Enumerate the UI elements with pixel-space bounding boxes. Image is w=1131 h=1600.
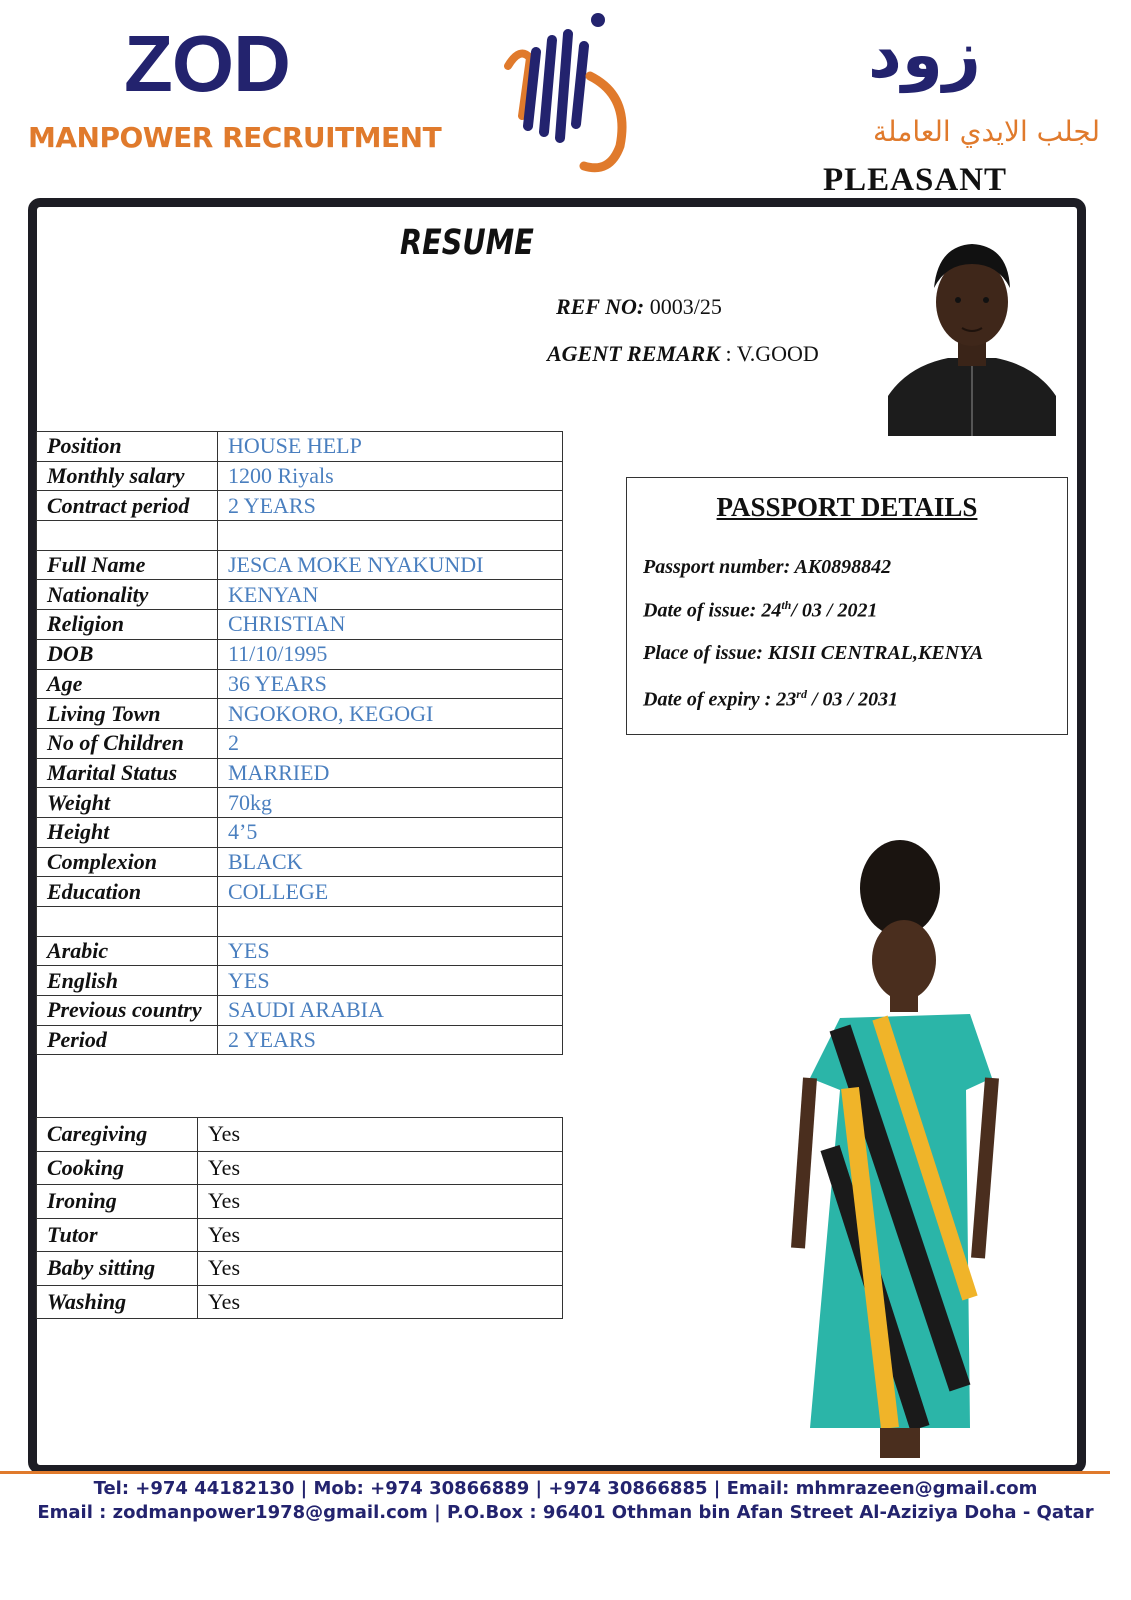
detail-row-label: Monthly salary bbox=[37, 461, 218, 491]
skill-row bbox=[37, 1285, 563, 1319]
detail-row bbox=[37, 817, 563, 847]
passport-number: Passport number: AK0898842 bbox=[643, 556, 892, 578]
agent-remark bbox=[547, 343, 819, 365]
issue-date-prefix: Date of issue: 24 bbox=[643, 599, 782, 622]
detail-row-value: KENYAN bbox=[218, 580, 563, 610]
detail-row-value: 2 bbox=[218, 728, 563, 758]
detail-row bbox=[37, 758, 563, 788]
detail-row-label: Complexion bbox=[37, 847, 218, 877]
passport-details-box bbox=[626, 477, 1068, 735]
detail-row-label: Previous country bbox=[37, 996, 218, 1026]
arabic-subtitle: لجلب الايدي العاملة bbox=[873, 115, 1100, 148]
detail-row bbox=[37, 936, 563, 966]
passport-issue-date bbox=[643, 598, 877, 623]
detail-row-value: HOUSE HELP bbox=[218, 432, 563, 462]
detail-row-value: JESCA MOKE NYAKUNDI bbox=[218, 550, 563, 580]
brand-subtitle: MANPOWER RECRUITMENT bbox=[28, 121, 442, 154]
detail-row-value: SAUDI ARABIA bbox=[218, 996, 563, 1026]
detail-row bbox=[37, 788, 563, 818]
skills-table bbox=[36, 1117, 563, 1319]
detail-row bbox=[37, 728, 563, 758]
detail-row-label: English bbox=[37, 966, 218, 996]
detail-row-value: 2 YEARS bbox=[218, 1025, 563, 1055]
detail-row-value: MARRIED bbox=[218, 758, 563, 788]
skill-row-label: Washing bbox=[37, 1285, 198, 1319]
detail-row-label: Position bbox=[37, 432, 218, 462]
detail-row bbox=[37, 610, 563, 640]
detail-row bbox=[37, 847, 563, 877]
skill-row-value: Yes bbox=[198, 1185, 563, 1219]
detail-row bbox=[37, 550, 563, 580]
skill-row-value: Yes bbox=[198, 1118, 563, 1152]
detail-row-label bbox=[37, 521, 218, 551]
passport-expiry-date bbox=[643, 687, 898, 712]
detail-row-value: 2 YEARS bbox=[218, 491, 563, 521]
detail-row bbox=[37, 461, 563, 491]
skill-row-label: Tutor bbox=[37, 1218, 198, 1252]
skill-row-label: Ironing bbox=[37, 1185, 198, 1219]
issue-date-suffix: / 03 / 2021 bbox=[791, 599, 878, 622]
resume-title: RESUME bbox=[400, 223, 534, 263]
passport-place: Place of issue: KISII CENTRAL,KENYA bbox=[643, 642, 984, 664]
agency-name: PLEASANT bbox=[823, 162, 1008, 198]
detail-row-value: COLLEGE bbox=[218, 877, 563, 907]
detail-row-value: YES bbox=[218, 966, 563, 996]
detail-row-label: Religion bbox=[37, 610, 218, 640]
ref-label: REF NO: bbox=[556, 294, 645, 319]
personal-details-table bbox=[36, 431, 563, 1055]
detail-row bbox=[37, 580, 563, 610]
footer-contact-line-2: Email : zodmanpower1978@gmail.com | P.O.Box : 96401 Othman bin Afan Street Al-Aziziya Doha - Qatar bbox=[37, 1502, 1094, 1523]
skill-row-label: Baby sitting bbox=[37, 1252, 198, 1286]
detail-row bbox=[37, 907, 563, 937]
detail-row-label: Living Town bbox=[37, 699, 218, 729]
detail-row-value: 1200 Riyals bbox=[218, 461, 563, 491]
detail-row-label: Height bbox=[37, 817, 218, 847]
detail-row-label: Weight bbox=[37, 788, 218, 818]
footer-divider bbox=[0, 1471, 1110, 1474]
footer-contact-line-1: Tel: +974 44182130 | Mob: +974 30866889 | +974 30866885 | Email: mhmrazeen@gmail.com bbox=[93, 1478, 1038, 1499]
expiry-date-suffix: / 03 / 2031 bbox=[806, 688, 899, 711]
expiry-date-prefix: Date of expiry : 23 bbox=[643, 688, 797, 711]
issue-date-sup: th bbox=[781, 598, 792, 612]
ref-value: 0003/25 bbox=[649, 294, 722, 319]
detail-row-value: 4’5 bbox=[218, 817, 563, 847]
detail-row-value: CHRISTIAN bbox=[218, 610, 563, 640]
brand-logo-text: ZOD bbox=[124, 19, 290, 108]
skill-row bbox=[37, 1151, 563, 1185]
company-logo-mark bbox=[500, 6, 640, 176]
skill-row-value: Yes bbox=[198, 1285, 563, 1319]
ref-number bbox=[556, 296, 722, 318]
detail-row-label: Full Name bbox=[37, 550, 218, 580]
detail-row-label: Contract period bbox=[37, 491, 218, 521]
detail-row-label: Arabic bbox=[37, 936, 218, 966]
detail-row-label: Age bbox=[37, 669, 218, 699]
detail-row bbox=[37, 432, 563, 462]
detail-row-label: DOB bbox=[37, 639, 218, 669]
passport-title: PASSPORT DETAILS bbox=[716, 492, 978, 522]
candidate-portrait-photo bbox=[888, 236, 1056, 436]
detail-row-value bbox=[218, 521, 563, 551]
skill-row bbox=[37, 1118, 563, 1152]
detail-row bbox=[37, 966, 563, 996]
detail-row-label: Period bbox=[37, 1025, 218, 1055]
agent-remark-label: AGENT REMARK bbox=[547, 341, 720, 366]
detail-row-value: 11/10/1995 bbox=[218, 639, 563, 669]
skill-row-label: Cooking bbox=[37, 1151, 198, 1185]
expiry-date-sup: rd bbox=[796, 687, 807, 701]
detail-row bbox=[37, 639, 563, 669]
detail-row-label bbox=[37, 907, 218, 937]
detail-row bbox=[37, 491, 563, 521]
detail-row-label: Marital Status bbox=[37, 758, 218, 788]
detail-row-value: YES bbox=[218, 936, 563, 966]
skill-row-label: Caregiving bbox=[37, 1118, 198, 1152]
skill-row bbox=[37, 1218, 563, 1252]
detail-row-value bbox=[218, 907, 563, 937]
detail-row bbox=[37, 877, 563, 907]
detail-row-label: No of Children bbox=[37, 728, 218, 758]
detail-row-label: Nationality bbox=[37, 580, 218, 610]
arabic-brand: زود bbox=[868, 16, 981, 93]
candidate-full-body-photo bbox=[770, 828, 1000, 1458]
detail-row-value: NGOKORO, KEGOGI bbox=[218, 699, 563, 729]
detail-row bbox=[37, 1025, 563, 1055]
detail-row-value: 70kg bbox=[218, 788, 563, 818]
detail-row bbox=[37, 669, 563, 699]
skill-row-value: Yes bbox=[198, 1252, 563, 1286]
skill-row bbox=[37, 1185, 563, 1219]
detail-row-value: 36 YEARS bbox=[218, 669, 563, 699]
detail-row-value: BLACK bbox=[218, 847, 563, 877]
detail-row bbox=[37, 521, 563, 551]
agent-remark-value: : V.GOOD bbox=[725, 341, 819, 366]
detail-row-label: Education bbox=[37, 877, 218, 907]
skill-row-value: Yes bbox=[198, 1151, 563, 1185]
skill-row bbox=[37, 1252, 563, 1286]
detail-row bbox=[37, 996, 563, 1026]
detail-row bbox=[37, 699, 563, 729]
skill-row-value: Yes bbox=[198, 1218, 563, 1252]
